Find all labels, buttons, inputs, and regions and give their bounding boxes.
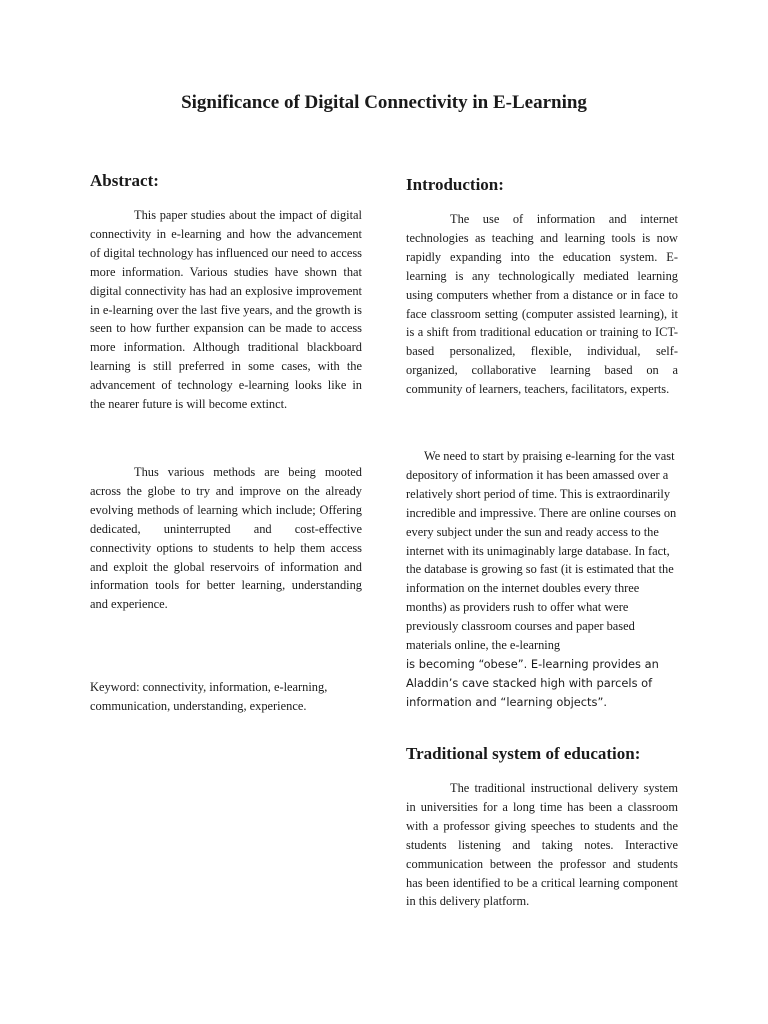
keywords: Keyword: connectivity, information, e-learning, communication, understanding, experience. [90, 680, 328, 713]
page-title: Significance of Digital Connectivity in E-Learning [181, 92, 587, 113]
abstract-heading: Abstract: [90, 171, 159, 190]
traditional-system-paragraph: The traditional instructional delivery system in universities for a long time has been a classroom with a professor giving speeches to students and the students listening and taking notes. Interactive communication between the professor and students has been identified to be a critical learning component in this delivery platform. [406, 781, 678, 909]
introduction-paragraph-2-sans: is becoming “obese”. E-learning provides an Aladdin’s cave stacked high with parcels of information and “learning objects”. [406, 656, 659, 709]
introduction-heading: Introduction: [406, 175, 504, 194]
introduction-paragraph-2 [406, 447, 678, 712]
introduction-paragraph-2-serif: We need to start by praising e-learning for the vast depository of information it has been amassed over a relatively short period of time. This is extraordinarily incredible and impressive. There are online courses on every subject under the sun and ready access to the internet with its unimaginably large database. In fact, the database is growing so fast (it is estimated that the information on the internet doubles every three months) as providers rush to offer what were previously classroom courses and paper based materials online, the e-learning [406, 449, 677, 653]
traditional-system-heading: Traditional system of education: [406, 744, 641, 763]
left-column [90, 0, 362, 1024]
introduction-paragraph-1: The use of information and internet technologies as teaching and learning tools is now rapidly expanding into the education system. E-learning is any technologically mediated learning using computers whether from a distance or in face to face classroom setting (computer assisted learning), it is a shift from traditional education or training to ICT-based personalized, flexible, individual, self-organized, collaborative learning based on a community of learners, teachers, facilitators, experts. [406, 212, 678, 397]
abstract-paragraph-2: Thus various methods are being mooted across the globe to try and improve on the already evolving methods of learning which include; Offering dedicated, uninterrupted and cost-effective connectivity options to students to help them access and exploit the global reservoirs of information and information tools for better learning, understanding and experience. [90, 465, 362, 612]
abstract-paragraph-1: This paper studies about the impact of digital connectivity in e-learning and how the advancement of digital technology has influenced our need to access more information. Various studies have shown that digital connectivity has had an explosive improvement in e-learning over the last five years, and the growth is seen to how further expansion can be made to access more information. Although traditional blackboard learning is still preferred in some cases, with the advancement of technology e-learning looks like in the nearer future is will become extinct. [90, 208, 362, 412]
right-column [406, 0, 678, 1024]
